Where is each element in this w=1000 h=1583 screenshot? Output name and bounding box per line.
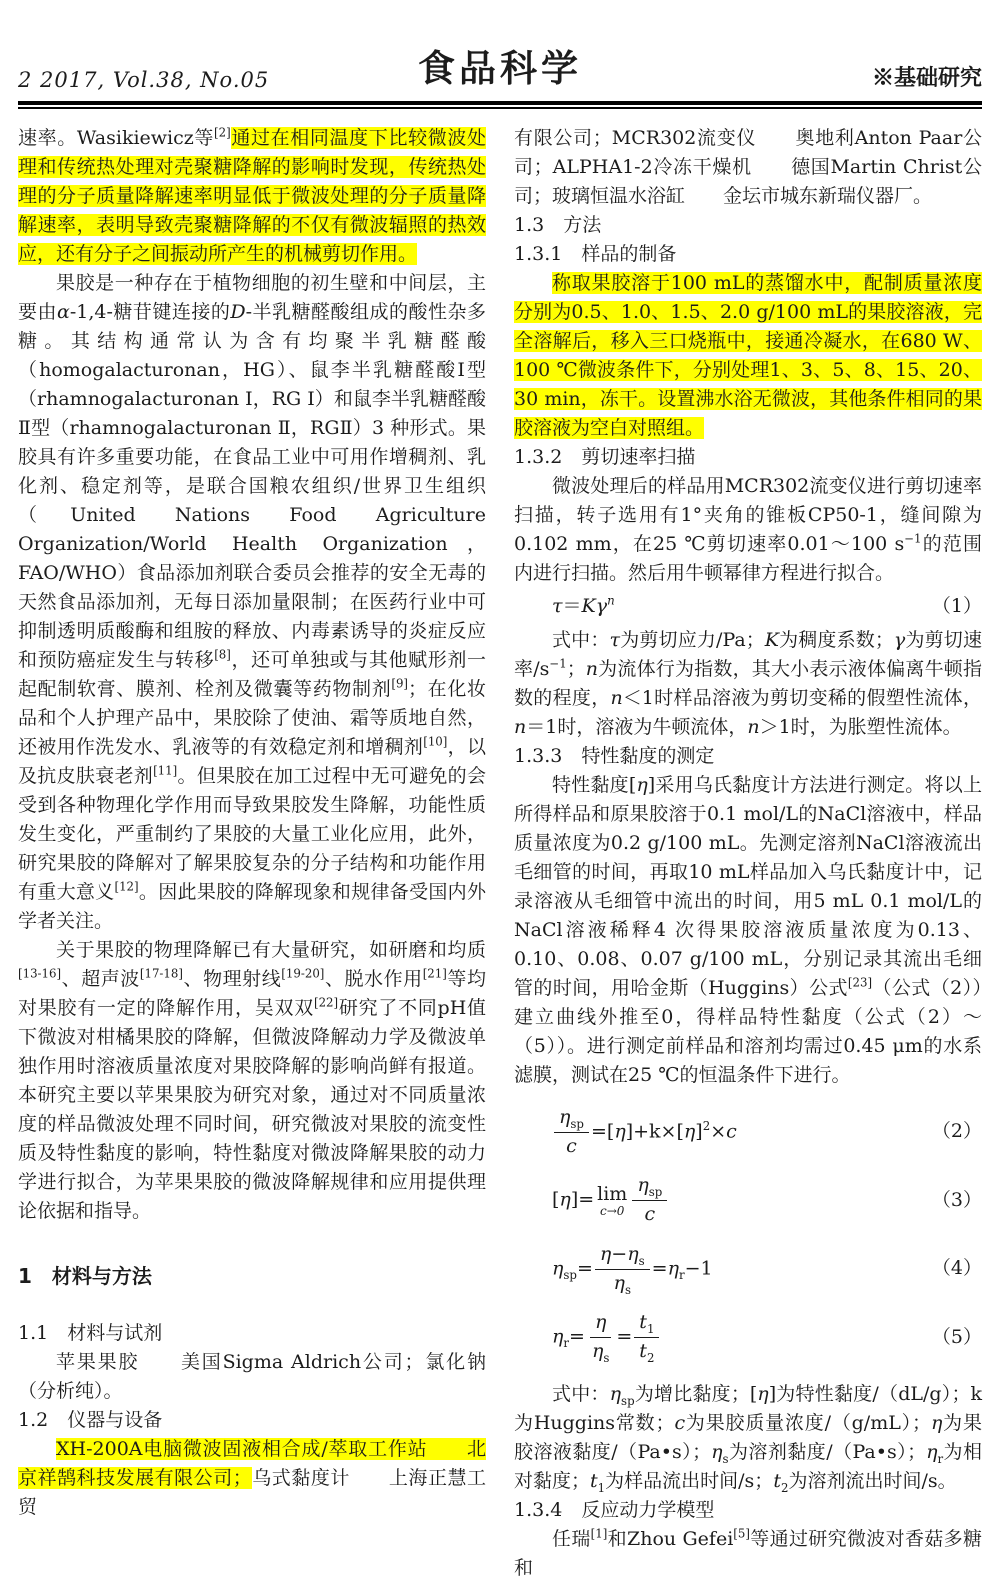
text-run: 1.3.3 特性黏度的测定 xyxy=(514,744,715,767)
text-run: η xyxy=(930,1411,943,1434)
text-run: η xyxy=(637,1174,649,1197)
formula xyxy=(514,1106,982,1159)
reference-superscript: [11] xyxy=(153,763,178,778)
text-run: = xyxy=(651,1257,668,1279)
text-run: s xyxy=(603,1350,610,1365)
text-run: =[ xyxy=(590,1120,615,1142)
fraction-numerator xyxy=(634,1311,659,1338)
section-heading xyxy=(18,1262,486,1291)
text-run: η xyxy=(667,1257,679,1279)
text-run: c xyxy=(566,1134,577,1157)
text-run: 速率。Wasikiewicz等 xyxy=(18,127,215,149)
text-run: 式中： xyxy=(552,628,610,651)
formula xyxy=(514,1174,982,1227)
text-run: D xyxy=(230,301,246,323)
text-run: η xyxy=(552,1257,564,1279)
formula-number: （5） xyxy=(931,1325,982,1348)
text-run: 为果胶质量浓度/（g/mL）； xyxy=(685,1411,931,1434)
text-run: 有限公司；MCR302流变仪 奥地利Anton Paar公司；ALPHA1-2冷冻干燥机 德国Martin Christ公司；玻璃恒温水浴缸 金坛市城东新瑞仪器厂。 xyxy=(514,127,982,207)
text-run: = xyxy=(576,1257,593,1279)
text-run: τ xyxy=(552,595,563,617)
text-run: 乌式黏度计 上海正慧工贸 xyxy=(18,1467,486,1518)
formula-number: （4） xyxy=(931,1257,982,1280)
text-run: 1.3.4 反应动力学模型 xyxy=(514,1498,715,1521)
text-run: t xyxy=(590,1469,598,1492)
text-run: η xyxy=(599,1242,612,1265)
text-run: c xyxy=(644,1203,656,1225)
text-run: c xyxy=(674,1411,686,1434)
text-run: 式中： xyxy=(552,1382,610,1405)
left-column xyxy=(18,124,486,1583)
text-run: η xyxy=(636,773,648,796)
text-run: ；在化妆品和个人护理产品中，果胶除了使油、霜等质地自然，还被用作洗发水、乳液等的有效稳定剂和增稠剂 xyxy=(18,678,486,758)
text-run: η xyxy=(591,1340,604,1362)
text-run: [ xyxy=(552,1188,560,1211)
text-run: n xyxy=(610,686,623,709)
text-run: s xyxy=(722,1451,729,1466)
text-run: 微波处理后的样品用MCR302流变仪进行剪切速率扫描，转子选用有1°夹角的锥板CP50-1，缝间隙为0.102 mm，在25 ℃剪切速率0.01～100 s xyxy=(514,475,982,555)
text-run: 研究了不同pH值下微波对柑橘果胶的降解，但微波降解动力学及微波单独作用时溶液质量浓度对果胶降解的影响尚鲜有报道。本研究主要以苹果果胶为研究对象，通过对不同质量浓度的样品微波处理不同时间，研究微波对果胶的流变性质及特性黏度的影响，特性黏度对微波降解果胶的动力学进行拟合，为苹果果胶的微波降解规律和应用提供理论依据和指导。 xyxy=(18,997,486,1222)
fraction xyxy=(634,1311,659,1364)
section-heading xyxy=(514,443,982,472)
text-run: t xyxy=(773,1469,781,1492)
text-run: η xyxy=(683,1120,696,1142)
paragraph xyxy=(18,124,486,269)
reference-superscript: n xyxy=(607,593,615,608)
text-run: 为果胶溶液黏度/（Pa•s）； xyxy=(514,1411,982,1463)
header-divider xyxy=(18,101,982,109)
fraction-numerator xyxy=(632,1174,667,1201)
text-run: η xyxy=(559,1105,571,1128)
paragraph xyxy=(18,269,486,936)
text-run: 任瑞 xyxy=(552,1527,591,1550)
fraction-denominator xyxy=(587,1338,614,1364)
text-run: 1 xyxy=(646,1322,655,1337)
text-run: t xyxy=(639,1340,647,1362)
paragraph xyxy=(514,771,982,1090)
text-run: 为增比黏度；[ xyxy=(634,1382,758,1405)
text-run: α xyxy=(57,301,70,323)
paragraph xyxy=(18,1435,486,1522)
paragraph xyxy=(18,1348,486,1406)
text-run: 为样品流出时间/s； xyxy=(605,1469,774,1492)
text-run: 1 xyxy=(597,1480,606,1495)
text-run: 果胶是一种存在于植物细胞的初生壁和中间层，主要由 xyxy=(18,272,486,323)
text-run: η xyxy=(757,1382,769,1405)
formula-number: （3） xyxy=(931,1188,982,1211)
page-number-volume: 2 2017, Vol.38, No.05 xyxy=(18,68,270,92)
fraction-numerator xyxy=(554,1106,589,1133)
text-run: r xyxy=(563,1336,570,1351)
text-run: 1.3.2 剪切速率扫描 xyxy=(514,446,696,468)
text-run: 、物理射线 xyxy=(182,968,282,990)
text-run: 。但果胶在加工过程中无可避免的会受到各种物理化学作用而导致果胶发生降解，功能性质发生变化，严重制约了果胶的大量工业化应用，此外，研究果胶的降解对了解果胶复杂的分子结构和功能作用有重大意义 xyxy=(18,765,486,903)
reference-superscript: [22] xyxy=(313,995,339,1010)
fraction-numerator xyxy=(590,1311,611,1338)
text-run: sp xyxy=(570,1116,584,1131)
text-run: ]+k×[ xyxy=(625,1120,684,1142)
text-run: = xyxy=(569,1325,585,1348)
reference-superscript: [17-18] xyxy=(139,966,183,981)
text-run: 和Zhou Gefei xyxy=(607,1527,734,1550)
right-column xyxy=(514,124,982,1583)
text-run: （公式（2））建立曲线外推至0，得样品特性黏度（公式（2）～（5））。进行测定前样品和溶剂均需过0.45 μm的水系滤膜，测试在25 ℃的恒温条件下进行。 xyxy=(514,976,983,1086)
text-run: -1,4-糖苷键连接的 xyxy=(69,301,231,323)
text-run: -半乳糖醛酸组成的酸性杂多糖。其结构通常认为含有均聚半乳糖醛酸（homogalacturonan，HG）、鼠李半乳糖醛酸Ⅰ型（rhamnogalacturonan Ⅰ，RG Ⅰ）和鼠李半乳糖醛酸Ⅱ型（rhamnogalacturonan Ⅱ，RGⅡ）3 种形式。果胶具有许多重要功能，在食品工业中可用作增稠剂、乳化剂、稳定剂等，是联合国粮农组织/世界卫生组织（United Nations Food Agriculture Organization/World Health Organization，FAO/WHO）食品添加剂联合委员会推荐的安全无毒的天然食品添加剂，无每日添加量限制；在医药行业中可抑制透明质酸酶和组胺的释放、内毒素诱导的炎症反应和预防癌症发生与转移 xyxy=(18,301,486,671)
text-run: η xyxy=(926,1440,938,1463)
text-run: 为稠度系数； xyxy=(778,628,894,651)
reference-superscript: [21] xyxy=(422,966,447,981)
limit-subscript: c→0 xyxy=(600,1203,625,1218)
section-heading xyxy=(514,211,982,240)
section-heading xyxy=(514,742,982,771)
fraction xyxy=(632,1174,667,1227)
text-run: = xyxy=(616,1325,633,1348)
reference-superscript: [10] xyxy=(423,734,448,749)
text-run: 、超声波 xyxy=(61,968,140,990)
text-run: τ xyxy=(609,628,621,651)
fraction-denominator xyxy=(609,1270,636,1296)
text-run: 1.3.1 样品的制备 xyxy=(514,243,677,265)
fraction-denominator xyxy=(639,1201,660,1227)
paragraph xyxy=(514,1525,982,1583)
reference-superscript: −1 xyxy=(904,531,922,546)
two-column-body xyxy=(18,124,982,1583)
formula xyxy=(514,595,982,619)
formula-expression xyxy=(552,595,924,619)
text-run: η xyxy=(614,1120,626,1142)
text-run: K xyxy=(764,628,779,651)
text-run: n xyxy=(747,715,760,738)
reference-superscript: [12] xyxy=(114,879,139,894)
text-run: η xyxy=(552,1325,564,1348)
paragraph xyxy=(514,472,982,588)
text-run: n xyxy=(585,657,598,680)
section-heading xyxy=(18,1319,486,1348)
section-heading xyxy=(514,240,982,269)
paragraph xyxy=(514,626,982,742)
highlighted-text: XH-200A电脑微波固液相合成/萃取工作站 北京祥鹄科技发展有限公司； xyxy=(18,1438,486,1489)
formula xyxy=(514,1243,982,1296)
text-run: t xyxy=(639,1311,647,1334)
text-run: sp xyxy=(621,1393,635,1408)
text-run: −1 xyxy=(684,1257,713,1279)
text-run: η xyxy=(627,1242,639,1265)
reference-superscript: [19-20] xyxy=(281,966,325,981)
text-run: η xyxy=(613,1271,625,1294)
text-run: 2 xyxy=(646,1350,655,1365)
text-run: 为溶剂黏度/（Pa•s）； xyxy=(728,1440,927,1463)
reference-superscript: [1] xyxy=(590,1526,608,1541)
reference-superscript: −1 xyxy=(549,656,567,671)
reference-superscript: [23] xyxy=(847,975,873,990)
text-run: 为流体行为指数，其大小表示液体偏离牛顿指数的程度， xyxy=(514,657,982,709)
formula-expression xyxy=(552,1106,924,1159)
text-run: c xyxy=(726,1120,737,1142)
formula-number: （2） xyxy=(931,1120,982,1143)
fraction xyxy=(595,1243,650,1296)
highlighted-text: 通过在相同温度下比较微波处理和传统热处理对壳聚糖降解的影响时发现，传统热处理的分子质量降解速率明显低于微波处理的分子质量降解速率，表明导致壳聚糖降解的不仅有微波辐照的热效应，还有分子之间振动所产生的机械剪切作用。 xyxy=(18,127,486,265)
text-run: η xyxy=(594,1311,607,1334)
formula-number: （1） xyxy=(931,595,982,617)
text-run: η xyxy=(609,1382,622,1405)
text-run: ＝ xyxy=(562,595,582,617)
reference-superscript: [2] xyxy=(214,125,231,140)
text-run: n xyxy=(514,715,527,738)
text-run: 2 xyxy=(780,1480,789,1495)
text-run: 为剪切速率/s xyxy=(514,628,982,680)
header-rule-thin xyxy=(18,107,982,109)
fraction-numerator xyxy=(595,1243,650,1270)
header-rule-thick xyxy=(18,101,982,105)
text-run: r xyxy=(937,1451,944,1466)
paragraph xyxy=(514,124,982,211)
paragraph xyxy=(18,936,486,1226)
text-run: r xyxy=(678,1267,685,1282)
text-run: 1.2 仪器与设备 xyxy=(18,1409,163,1431)
text-run: η xyxy=(711,1440,723,1463)
text-run: ，以及抗皮肤衰老剂 xyxy=(18,736,486,787)
text-run: ＝1时，溶液为牛顿流体， xyxy=(526,715,748,738)
reference-superscript: [13-16] xyxy=(18,966,62,981)
text-run: 关于果胶的物理降解已有大量研究，如研磨和均质 xyxy=(56,939,486,961)
section-heading xyxy=(514,1496,982,1525)
text-run: 苹果果胶 美国Sigma Aldrich公司；氯化钠（分析纯）。 xyxy=(18,1351,486,1402)
reference-superscript: [8] xyxy=(214,647,231,662)
reference-superscript: [9] xyxy=(391,676,409,691)
formula xyxy=(514,1311,982,1364)
text-run: 的范围内进行扫描。然后用牛顿幂律方程进行拟合。 xyxy=(514,533,982,584)
text-run: s xyxy=(638,1253,645,1268)
reference-superscript: [5] xyxy=(733,1526,750,1541)
text-run: 为剪切应力/Pa； xyxy=(620,628,765,651)
text-run: × xyxy=(710,1120,727,1142)
text-run: ＜1时样品溶液为剪切变稀的假塑性流体， xyxy=(622,686,982,709)
formula-expression xyxy=(552,1174,924,1227)
highlighted-text: 称取果胶溶于100 mL的蒸馏水中，配制质量浓度分别为0.5、1.0、1.5、2.0 g/100 mL的果胶溶液，完全溶解后，移入三口烧瓶中，接通冷凝水，在680 W、100 ℃微波条件下，分别处理1、3、5、8、15、20、30 min，冻干。设置沸水浴无微波，其他条件相同的果胶溶液为空白对照组。 xyxy=(514,272,982,439)
fraction-denominator xyxy=(561,1133,582,1159)
text-run: 等均对果胶有一定的降解作用，吴双双 xyxy=(18,968,486,1019)
text-run: ； xyxy=(566,657,586,680)
fraction-denominator xyxy=(634,1338,659,1364)
reference-superscript: 2 xyxy=(702,1118,711,1133)
page-header xyxy=(18,38,982,92)
text-run: ]= xyxy=(570,1188,595,1211)
limit-word: lim xyxy=(597,1182,628,1205)
text-run: 1.1 材料与试剂 xyxy=(18,1322,163,1344)
text-run: η xyxy=(559,1188,571,1211)
text-run: − xyxy=(611,1242,628,1265)
limit-operator xyxy=(597,1182,628,1218)
text-run: sp xyxy=(563,1267,577,1282)
text-run: ，还可单独或与其他赋形剂一起配制软膏、膜剂、栓剂及微囊等药物制剂 xyxy=(18,649,486,700)
text-run: 1.3 方法 xyxy=(514,214,602,236)
text-run: 、脱水作用 xyxy=(324,968,423,990)
fraction xyxy=(554,1106,589,1159)
text-run: 为相对黏度； xyxy=(514,1440,982,1492)
fraction xyxy=(587,1311,614,1364)
text-run: 。因此果胶的降解现象和规律备受国内外学者关注。 xyxy=(18,881,486,932)
text-run: γ xyxy=(595,595,608,617)
paragraph xyxy=(514,1380,982,1496)
formula-expression xyxy=(552,1243,924,1296)
journal-title: 食品科学 xyxy=(418,47,582,90)
text-run: sp xyxy=(648,1185,663,1200)
paragraph xyxy=(514,269,982,443)
section-category-label: ※基础研究 xyxy=(871,65,982,91)
text-run: s xyxy=(624,1282,631,1297)
text-run: 等通过研究微波对香菇多糖和 xyxy=(514,1527,982,1579)
text-run: ] xyxy=(695,1120,703,1142)
text-run: γ xyxy=(893,628,906,651)
text-run: 特性黏度[ xyxy=(552,773,637,796)
text-run: ]采用乌氏黏度计方法进行测定。将以上所得样品和原果胶溶于0.1 mol/L的NaCl溶液中，样品质量浓度为0.2 g/100 mL。先测定溶剂NaCl溶液流出毛细管的时间，再取10 mL样品加入乌氏黏度计中，记录溶液从毛细管中流出的时间，用5 mL 0.1 mol/L的NaCl溶液稀释4 次得果胶溶液质量浓度为0.13、0.10、0.08、0.07 g/100 mL，分别记录其流出毛细管的时间，用哈金斯（Huggins）公式 xyxy=(514,773,982,999)
text-run: 为溶剂流出时间/s。 xyxy=(788,1469,957,1492)
text-run: ]为特性黏度/（dL/g）；k为Huggins常数； xyxy=(514,1382,982,1434)
text-run: 1 材料与方法 xyxy=(18,1264,152,1288)
text-run: K xyxy=(581,595,596,617)
formula-expression xyxy=(552,1311,924,1364)
section-heading xyxy=(18,1406,486,1435)
text-run: ＞1时，为胀塑性流体。 xyxy=(759,715,962,738)
